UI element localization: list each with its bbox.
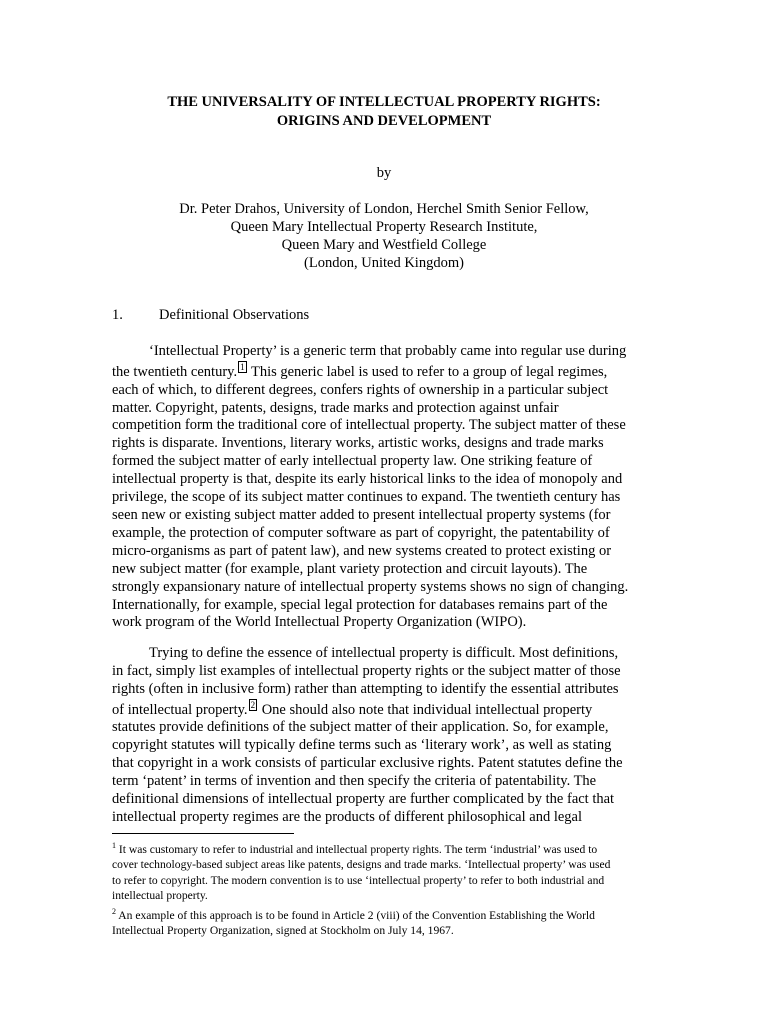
text-line: intellectual property regimes are the products of different philosophical and legal: [112, 808, 583, 825]
text-line: definitional dimensions of intellectual property are further complicated by the fact that: [112, 791, 615, 808]
text-fragment: the twentieth century.: [112, 363, 238, 380]
text-fragment: of intellectual property.: [112, 701, 248, 718]
text-line: copyright statutes will typically define terms such as ‘literary work’, as well as stating: [112, 737, 612, 754]
text-line: rights (often in inclusive form) rather than attempting to identify the essential attributes: [112, 680, 619, 697]
footnote-text: An example of this approach is to be found in Article 2 (viii) of the Convention Establishing the World: [116, 908, 595, 922]
author-line: (London, United Kingdom): [304, 255, 464, 271]
text-line: new subject matter (for example, plant variety protection and circuit layouts). The: [112, 560, 588, 577]
document-title: [0, 93, 768, 131]
footnote-marker-2: 2: [112, 906, 116, 916]
text-line: that copyright in a work consists of particular exclusive rights. Patent statutes define the: [112, 755, 623, 772]
text-line: [112, 699, 657, 720]
title-line-2: ORIGINS AND DEVELOPMENT: [276, 113, 492, 129]
text-line: each of which, to different degrees, confers rights of ownership in a particular subject: [112, 381, 609, 398]
text-fragment: This generic label is used to refer to a group of legal regimes,: [247, 363, 608, 380]
text-line: [112, 361, 657, 382]
text-line: in fact, simply list examples of intellectual property rights or the subject matter of those: [112, 662, 621, 679]
footnote-1-line: cover technology-based subject areas like patents, designs and trade marks. ‘Intellectual property’ was used: [112, 858, 611, 872]
text-line: work program of the World Intellectual Property Organization (WIPO).: [112, 614, 527, 631]
text-line: competition form the traditional core of intellectual property. The subject matter of these: [112, 417, 626, 434]
footnote-1-line: [112, 838, 657, 857]
text-line: term ‘patent’ in terms of invention and then specify the criteria of patentability. The: [112, 773, 597, 790]
text-fragment: One should also note that individual intellectual property: [258, 701, 593, 718]
footnote-2-line: [112, 904, 657, 923]
author-line: Queen Mary and Westfield College: [281, 237, 487, 253]
footnote-separator: [112, 833, 294, 834]
text-line: privilege, the scope of its subject matter continues to expand. The twentieth century has: [112, 489, 621, 506]
text-line: strongly expansionary nature of intellectual property systems shows no sign of changing.: [112, 578, 629, 595]
footnote-marker-1: 1: [112, 841, 116, 850]
text-line: Internationally, for example, special legal protection for databases remains part of the: [112, 596, 608, 613]
text-line: Trying to define the essence of intellectual property is difficult. Most definitions,: [149, 645, 619, 661]
footnotes: [112, 838, 657, 939]
text-line: matter. Copyright, patents, designs, trade marks and protection against unfair: [112, 399, 559, 416]
author-line: Dr. Peter Drahos, University of London, Herchel Smith Senior Fellow,: [179, 201, 589, 217]
text-line: formed the subject matter of early intellectual property law. One striking feature of: [112, 453, 593, 470]
author-affiliation: [0, 200, 768, 272]
footnote-2-line: Intellectual Property Organization, signed at Stockholm on July 14, 1967.: [112, 924, 454, 938]
footnote-reference-2[interactable]: 2: [250, 699, 256, 710]
text-line: rights is disparate. Inventions, literary works, artistic works, designs and trade marks: [112, 435, 604, 452]
author-line: Queen Mary Intellectual Property Research Institute,: [230, 219, 538, 235]
byline: by: [376, 165, 392, 181]
footnote-1-line: to refer to copyright. The modern convention is to use ‘intellectual property’ to refer to both industrial and: [112, 873, 605, 887]
text-line: micro-organisms as part of patent law), and new systems created to protect existing or: [112, 542, 612, 559]
footnote-text: It was customary to refer to industrial and intellectual property rights. The term ‘industrial’ was used to: [116, 842, 598, 856]
paragraph-2: [112, 645, 657, 827]
text-line: example, the protection of computer software as part of copyright, the patentability of: [112, 524, 610, 541]
section-number: 1.: [112, 307, 123, 323]
text-line: ‘Intellectual Property’ is a generic term that probably came into regular use during: [149, 343, 627, 359]
footnote-1-line: intellectual property.: [112, 889, 208, 903]
section-heading: [112, 307, 309, 324]
text-line: statutes provide definitions of the subject matter of their application. So, for example,: [112, 719, 609, 736]
text-line: intellectual property is that, despite its early historical links to the idea of monopoly and: [112, 471, 623, 488]
text-line: seen new or existing subject matter added to present intellectual property systems (for: [112, 506, 611, 523]
paragraph-1: [112, 343, 657, 632]
title-line-1: THE UNIVERSALITY OF INTELLECTUAL PROPERTY RIGHTS:: [167, 94, 601, 110]
section-title: Definitional Observations: [159, 307, 310, 323]
footnote-reference-1[interactable]: 1: [240, 361, 245, 372]
